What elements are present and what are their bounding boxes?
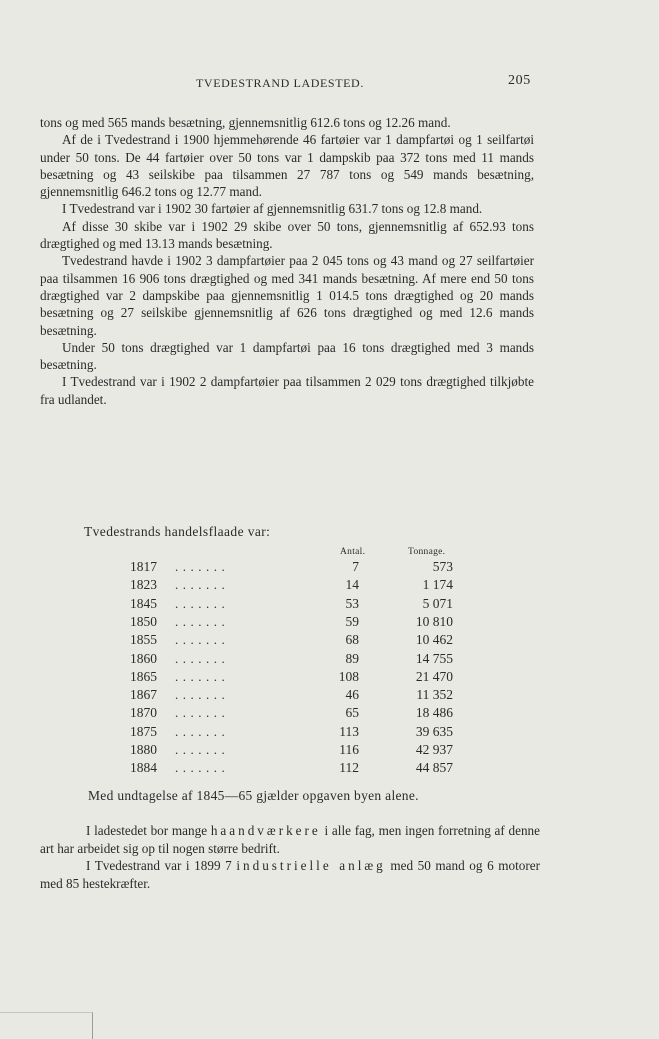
leader-dots: ....... [175,705,230,721]
leader-dots: ....... [175,742,230,757]
row-year: 1845 [130,595,157,611]
row-tonnage: 39 635 [415,723,453,739]
paragraph: I Tvedestrand var i 1902 2 dampfartøier paa tilsammen 2 029 tons drægtighed tilkjøbte fra udlandet. [40,374,534,407]
row-year: 1865 [130,668,157,684]
row-count: 89 [345,650,359,666]
text-run: I Tvedestrand var i 1899 7 [86,858,232,873]
row-tonnage: 44 857 [415,760,453,776]
table-row [0,760,659,778]
table-row [0,742,659,760]
table-row [0,632,659,650]
running-head-title: TVEDESTRAND LADESTED. [196,76,364,90]
table-row [0,614,659,632]
row-year: 1875 [130,723,157,739]
paragraph: tons og med 565 mands besætning, gjennemsnitlig 612.6 tons og 12.26 mand. [40,115,451,130]
leader-dots: ....... [175,650,230,666]
paragraph: Tvedestrand havde i 1902 3 dampfartøier paa 2 045 tons og 43 mand og 27 seilfartøier paa tilsammen 16 906 tons drægtighed og med 341 mands besætning. Af mere end 50 tons drægtighed var 2 dampskibe paa gjennemsnitlig 1 014.5 tons drægtighed og 20 mands besætning og 27 seilskibe gjennemsnitlig af 626 tons drægtighed og med 12.6 mands besætning. [40,253,534,338]
row-tonnage: 21 470 [415,668,453,684]
table-row [0,705,659,723]
leader-dots: ....... [175,632,230,648]
row-tonnage: 10 462 [415,632,453,648]
paragraph: Af de i Tvedestrand i 1900 hjemmehørende 46 fartøier var 1 dampfartøi og 1 seilfartøi under 50 tons. De 44 fartøier over 50 tons var 1 dampskib paa 372 tons med 11 mands besætning og 43 seilskibe paa tilsammen 27 787 tons og 549 mands besætning, gjennemsnitlig 646.2 tons og 12.77 mand. [40,132,534,200]
row-count: 113 [339,723,359,739]
row-count: 68 [345,632,359,648]
table-row [0,651,659,669]
row-count: 65 [345,705,359,721]
leader-dots: ....... [175,760,230,776]
row-year: 1870 [130,705,157,721]
table-row [0,669,659,687]
row-count: 116 [339,742,359,757]
spaced-emphasis: industrielle anlæg [236,858,386,873]
table-row [0,577,659,595]
row-count: 53 [345,595,359,611]
row-year: 1855 [130,632,157,648]
text-run: I ladestedet bor mange [86,823,208,838]
leader-dots: ....... [175,595,230,611]
leader-dots: ....... [175,613,230,629]
row-year: 1860 [130,650,157,666]
table-row [0,596,659,614]
leader-dots: ....... [175,559,230,574]
table-caption: Tvedestrands handelsflaade var: [84,524,271,539]
row-tonnage: 42 937 [415,742,453,757]
row-tonnage: 11 352 [416,687,453,703]
paragraph: Under 50 tons drægtighed var 1 dampfartøi paa 16 tons drægtighed med 3 mands besætning. [40,339,534,373]
table-note: Med undtagelse af 1845—65 gjælder opgaven byen alene. [88,788,419,803]
row-tonnage: 10 810 [415,613,453,629]
paragraph: I Tvedestrand var i 1902 30 fartøier af gjennemsnitlig 631.7 tons og 12.8 mand. [62,201,483,217]
row-count: 59 [345,613,359,629]
leader-dots: ....... [175,723,230,739]
table-row [0,559,659,577]
row-count: 14 [345,577,359,593]
row-year: 1880 [130,742,157,757]
binding-edge [0,1012,93,1039]
text-run: i alle fag, men ingen forretning af denne art har arbeidet sig op til nogen større bedrift. [40,823,540,856]
paragraph: Af disse 30 skibe var i 1902 29 skibe over 50 tons, gjennemsnitlig af 652.93 tons drægtighed og med 13.13 mands besætning. [40,218,534,252]
row-count: 108 [338,668,359,684]
row-year: 1884 [130,760,157,776]
leader-dots: ....... [175,577,230,593]
paragraph [40,822,540,857]
column-header-count: Antal. [340,547,366,557]
row-tonnage: 18 486 [415,705,453,721]
leader-dots: ....... [175,687,230,703]
leader-dots: ....... [175,668,230,684]
row-tonnage: 5 071 [422,595,453,611]
paragraph [40,857,540,892]
row-tonnage: 1 174 [422,577,453,593]
row-year: 1850 [130,613,157,629]
spaced-emphasis: haandværkere [210,823,321,838]
table-row [0,724,659,742]
crafts-text [40,822,540,892]
row-count: 46 [345,687,359,703]
row-tonnage: 573 [432,559,453,574]
row-tonnage: 14 755 [415,650,453,666]
table-row [0,687,659,705]
page-number: 205 [508,73,531,88]
body-text [40,114,534,408]
text-run: med 50 mand og 6 motorer med 85 hestekræfter. [40,858,541,891]
row-year: 1823 [130,577,157,593]
column-header-tonnage: Tonnage. [408,547,446,557]
row-year: 1817 [130,559,157,574]
row-year: 1867 [130,687,157,703]
row-count: 112 [339,760,359,776]
row-count: 7 [352,559,359,574]
